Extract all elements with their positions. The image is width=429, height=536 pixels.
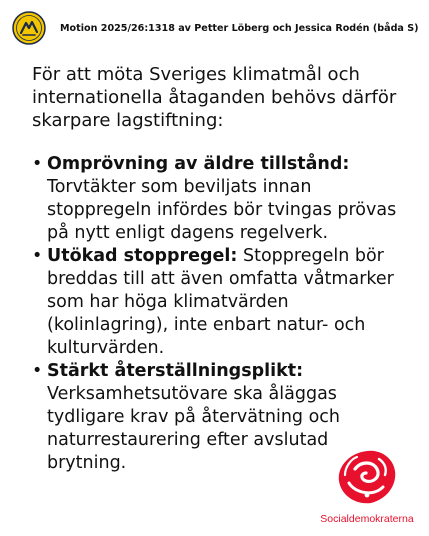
list-item: [32, 153, 402, 245]
party-logo: [312, 447, 422, 525]
ssu-logo-icon: [12, 11, 46, 45]
rose-logo-icon: [333, 447, 401, 507]
point-text: Stoppregeln bör breddas till att även omfatta våtmarker som har höga klimatvärden (kolinlagring), inte enbart natur- och kulturvärden.: [47, 246, 394, 358]
header: [12, 10, 419, 46]
proposal-list: [32, 153, 402, 475]
party-name: Socialdemokraterna: [320, 513, 414, 525]
bullet: •: [32, 361, 43, 381]
point-text: Torvtäkter som beviljats innan stoppregeln infördes bör tvingas prövas på nytt enligt dagens regelverk.: [47, 177, 397, 243]
list-item: [32, 245, 402, 360]
point-text: Verksamhetsutövare ska åläggas tydligare krav på återvätning och naturrestaurering efter avslutad brytning.: [47, 384, 341, 473]
point-heading: Stärkt återställningsplikt:: [47, 361, 304, 381]
bullet: •: [32, 246, 43, 266]
point-heading: Omprövning av äldre tillstånd:: [47, 154, 350, 174]
intro-paragraph: För att möta Sveriges klimatmål och internationella åtaganden behövs därför skarpare lagstiftning:: [32, 64, 397, 131]
point-heading: Utökad stoppregel:: [47, 246, 238, 266]
bullet: •: [32, 154, 43, 174]
motion-title: Motion 2025/26:1318 av Petter Löberg och Jessica Rodén (båda S): [60, 22, 419, 34]
